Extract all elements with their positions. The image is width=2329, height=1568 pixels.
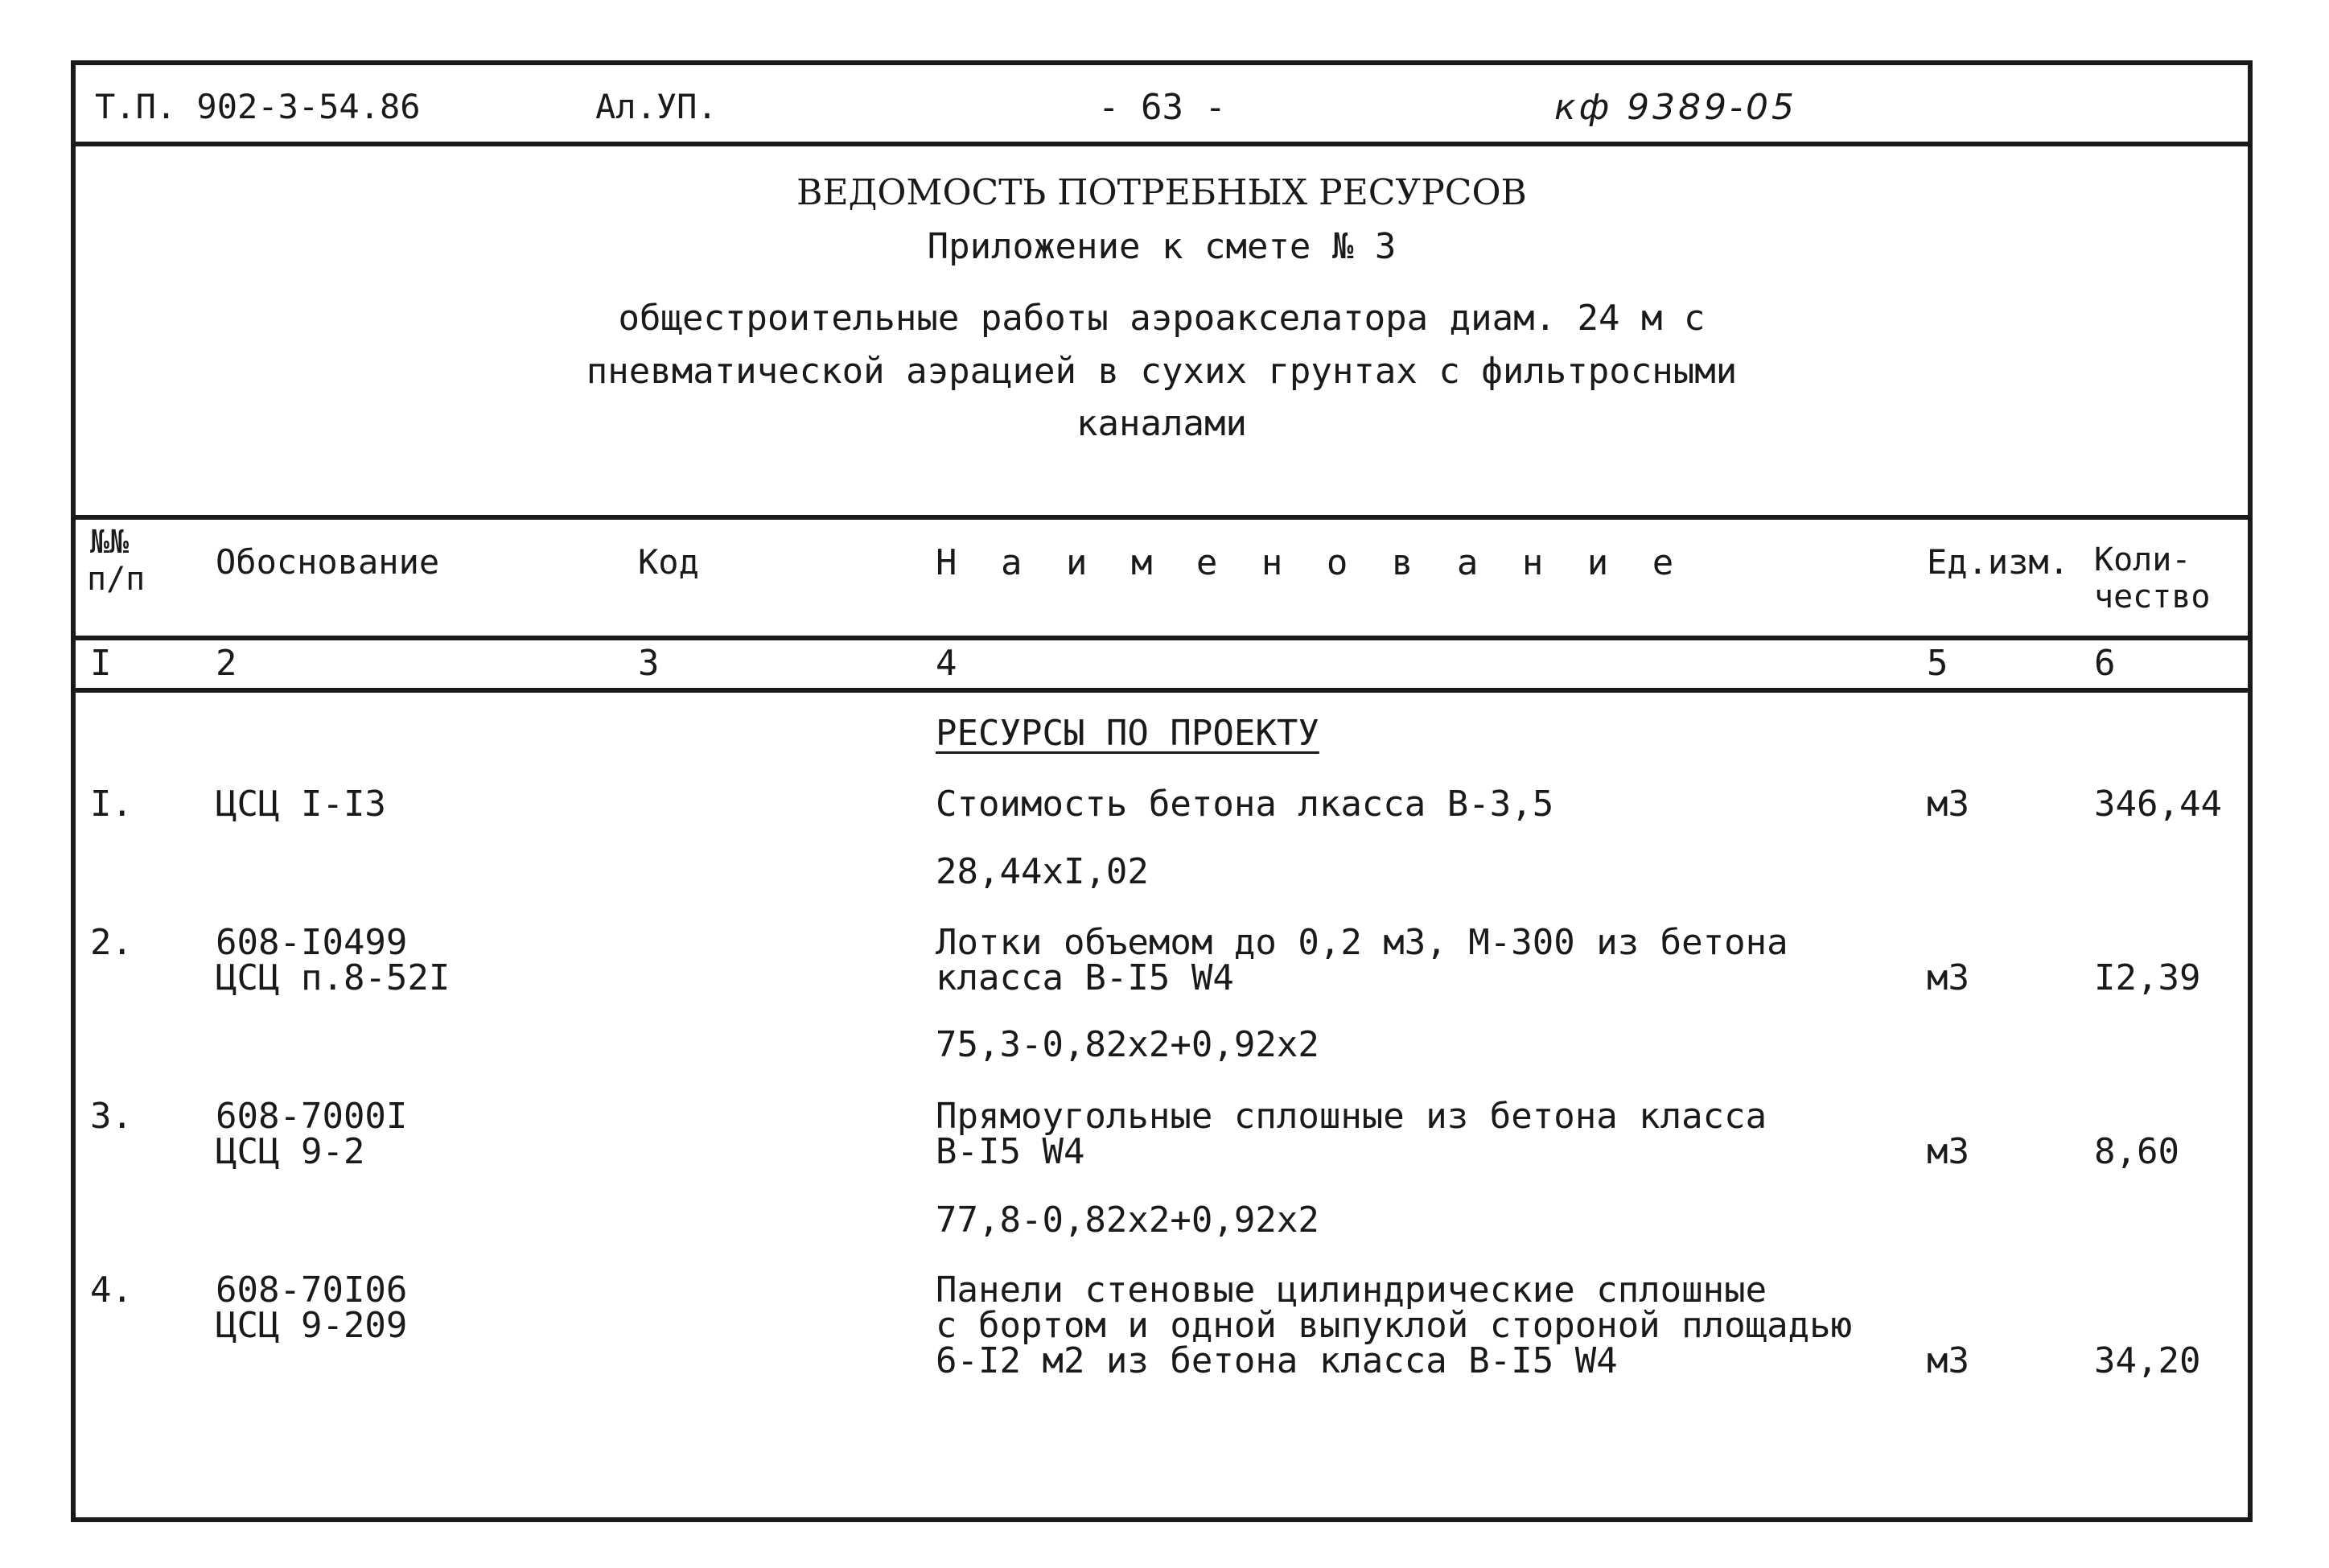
row-3-calculation: 77,8-0,82х2+0,92х2 <box>936 1200 1319 1241</box>
doc-code: Т.П. 902-3-54.86 <box>95 87 421 126</box>
description-line-1: общестроительные работы аэроакселатора диам. 24 м с <box>618 298 1706 339</box>
row-2-name-line-1: Лотки объемом до 0,2 м3, М-300 из бетона <box>936 922 1788 963</box>
row-1-unit: м3 <box>1927 784 1969 825</box>
row-4-name-line-3: 6-I2 м2 из бетона класса В-I5 W4 <box>936 1340 1618 1381</box>
row-3-basis-code: 608-7000I <box>216 1096 408 1137</box>
column-number-3: 3 <box>638 643 660 684</box>
header-qty-line-1: Коли- <box>2094 541 2191 578</box>
album-number: Ал.УП. <box>595 87 718 126</box>
column-numbers-bottom-rule <box>71 688 2253 693</box>
row-3-name-line-1: Прямоугольные сплошные из бетона класса <box>936 1096 1767 1137</box>
row-4-basis-code: 608-70I06 <box>216 1270 408 1311</box>
row-3-unit: м3 <box>1927 1131 1969 1172</box>
row-4-basis-ref: ЦСЦ 9-209 <box>216 1305 408 1346</box>
row-2-unit: м3 <box>1927 957 1969 998</box>
row-3-basis-ref: ЦСЦ 9-2 <box>216 1131 365 1172</box>
row-1-name: Стоимость бетона лкасса В-3,5 <box>936 784 1554 825</box>
column-numbers-top-rule <box>71 636 2253 640</box>
table-header-top-rule <box>71 515 2253 520</box>
row-2-number: 2. <box>90 922 133 963</box>
row-4-name-line-1: Панели стеновые цилиндрические сплошные <box>936 1270 1767 1311</box>
row-4-unit: м3 <box>1927 1340 1969 1381</box>
header-name: Н а и м е н о в а н и е <box>936 542 1685 583</box>
row-4-number: 4. <box>90 1270 133 1311</box>
row-1-basis: ЦСЦ I-I3 <box>216 784 386 825</box>
section-title: РЕСУРСЫ ПО ПРОЕКТУ <box>936 713 1319 754</box>
page-number: - 63 - <box>1098 87 1226 128</box>
column-number-1: I <box>90 643 112 684</box>
row-1-calculation: 28,44хI,02 <box>936 851 1149 892</box>
row-3-quantity: 8,60 <box>2094 1131 2179 1172</box>
column-number-6: 6 <box>2094 643 2116 684</box>
description-line-3: каналами <box>1076 403 1247 444</box>
row-4-quantity: 34,20 <box>2094 1340 2201 1381</box>
column-number-5: 5 <box>1927 643 1948 684</box>
row-2-name-line-2: класса В-I5 W4 <box>936 957 1234 998</box>
header-unit: Ед.изм. <box>1927 542 2070 582</box>
header-num-line-1: №№ <box>90 524 130 561</box>
header-qty-line-2: чество <box>2094 578 2211 615</box>
row-2-quantity: I2,39 <box>2094 957 2201 998</box>
row-2-basis-ref: ЦСЦ п.8-52I <box>216 957 451 998</box>
inventory-stamp: кф 9389-05 <box>1554 87 1798 128</box>
row-1-quantity: 346,44 <box>2094 784 2222 825</box>
statement-title: ВЕДОМОСТЬ ПОТРЕБНЫХ РЕСУРСОВ <box>796 172 1527 213</box>
header-code: Код <box>638 542 699 582</box>
row-2-basis-code: 608-I0499 <box>216 922 408 963</box>
row-2-calculation: 75,3-0,82х2+0,92х2 <box>936 1024 1319 1065</box>
row-4-name-line-2: с бортом и одной выпуклой стороной площадью <box>936 1305 1853 1346</box>
column-number-4: 4 <box>936 643 957 684</box>
header-divider <box>71 142 2253 146</box>
estimate-appendix: Приложение к смете № 3 <box>927 226 1397 267</box>
description-line-2: пневматической аэрацией в сухих грунтах с фильтросными <box>586 351 1738 392</box>
row-3-number: 3. <box>90 1096 133 1137</box>
header-num-line-2: п/п <box>87 561 146 598</box>
column-number-2: 2 <box>216 643 237 684</box>
row-1-number: I. <box>90 784 133 825</box>
row-3-name-line-2: В-I5 W4 <box>936 1131 1085 1172</box>
header-basis: Обоснование <box>216 542 440 582</box>
